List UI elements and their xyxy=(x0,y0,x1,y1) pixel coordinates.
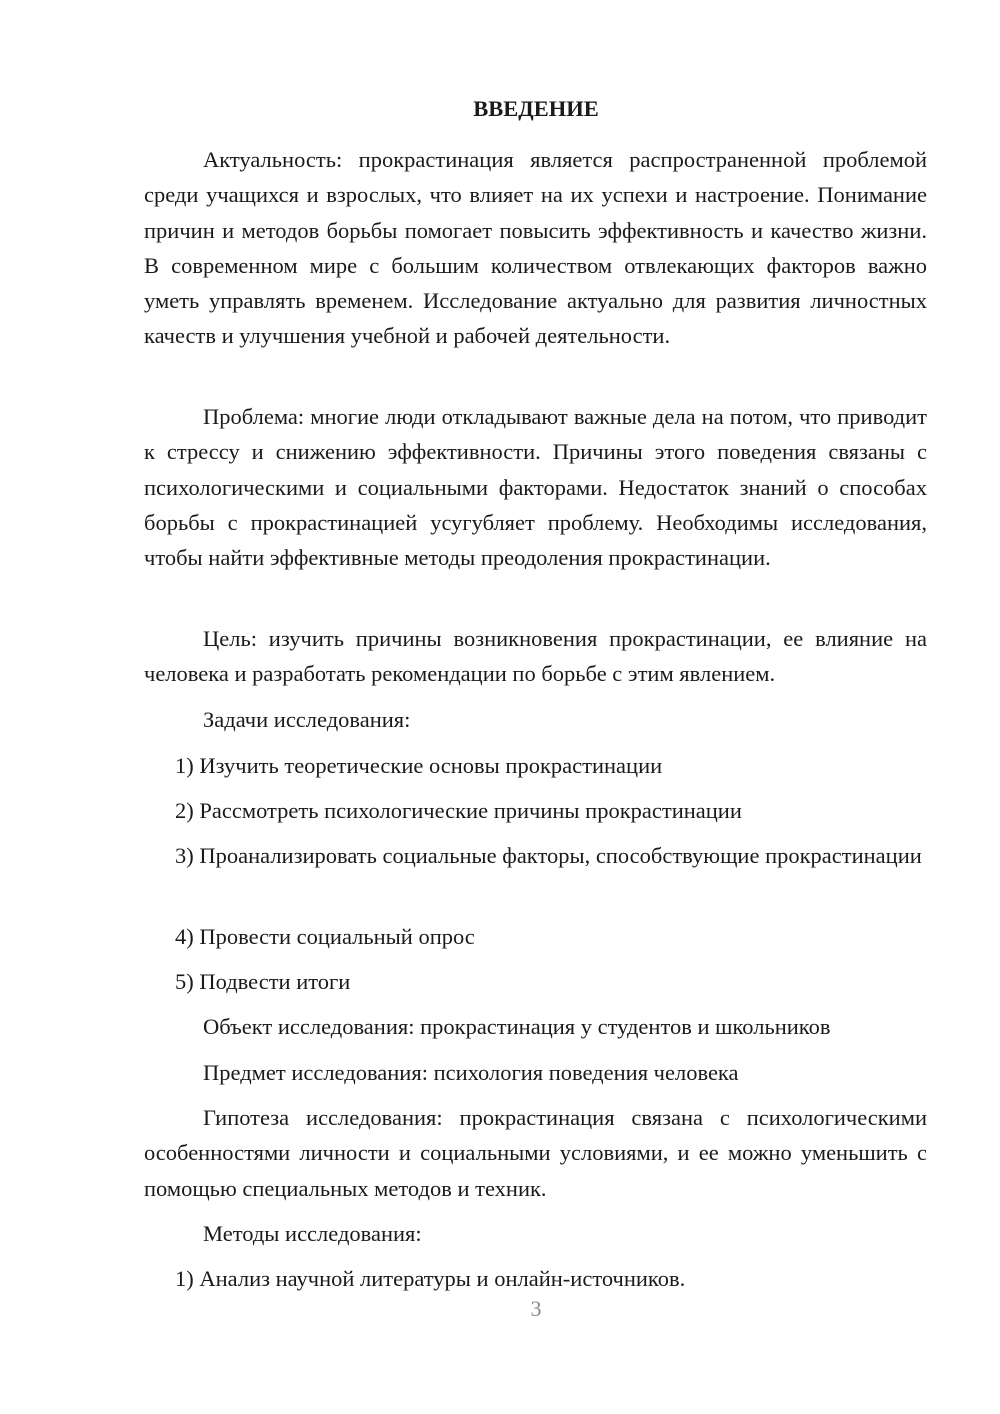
methods-heading: Методы исследования: xyxy=(203,1221,422,1246)
paragraph-relevance: Актуальность: прокрастинация является распространенной проблемой среди учащихся и взрослых, что влияет на их успехи и настроение. Понимание причин и методов борьбы помогает повысить эффективность и качество жизни. В современном мире с большим количеством отвлекающих факторов важно уметь управлять временем. Исследование актуально для развития личностных качеств и улучшения учебной и рабочей деятельности. xyxy=(144,147,927,349)
page-title: ВВЕДЕНИЕ xyxy=(473,96,599,121)
paragraph-goal: Цель: изучить причины возникновения прокрастинации, ее влияние на человека и разработать рекомендации по борьбе с этим явлением. xyxy=(144,626,927,687)
paragraph-subject: Предмет исследования: психология поведения человека xyxy=(203,1060,739,1085)
paragraph-object: Объект исследования: прокрастинация у студентов и школьников xyxy=(203,1014,831,1039)
task-item-5: 5) Подвести итоги xyxy=(175,969,351,994)
paragraph-problem: Проблема: многие люди откладывают важные дела на потом, что приводит к стрессу и снижению эффективности. Причины этого поведения связаны с психологическими и социальными факторами. Недостаток знаний о способах борьбы с прокрастинацией усугубляет проблему. Необходимы исследования, чтобы найти эффективные методы преодоления прокрастинации. xyxy=(144,404,927,571)
task-item-3: 3) Проанализировать социальные факторы, способствующие прокрастинации xyxy=(175,843,922,868)
task-item-2: 2) Рассмотреть психологические причины прокрастинации xyxy=(175,798,742,823)
method-item-1: 1) Анализ научной литературы и онлайн-источников. xyxy=(175,1266,686,1291)
paragraph-hypothesis: Гипотеза исследования: прокрастинация связана с психологическими особенностями личности и социальными условиями, и ее можно уменьшить с помощью специальных методов и техник. xyxy=(144,1105,927,1201)
page-number: 3 xyxy=(530,1296,542,1321)
task-item-1: 1) Изучить теоретические основы прокрастинации xyxy=(175,753,663,778)
tasks-heading: Задачи исследования: xyxy=(203,707,411,732)
task-item-4: 4) Провести социальный опрос xyxy=(175,924,475,949)
